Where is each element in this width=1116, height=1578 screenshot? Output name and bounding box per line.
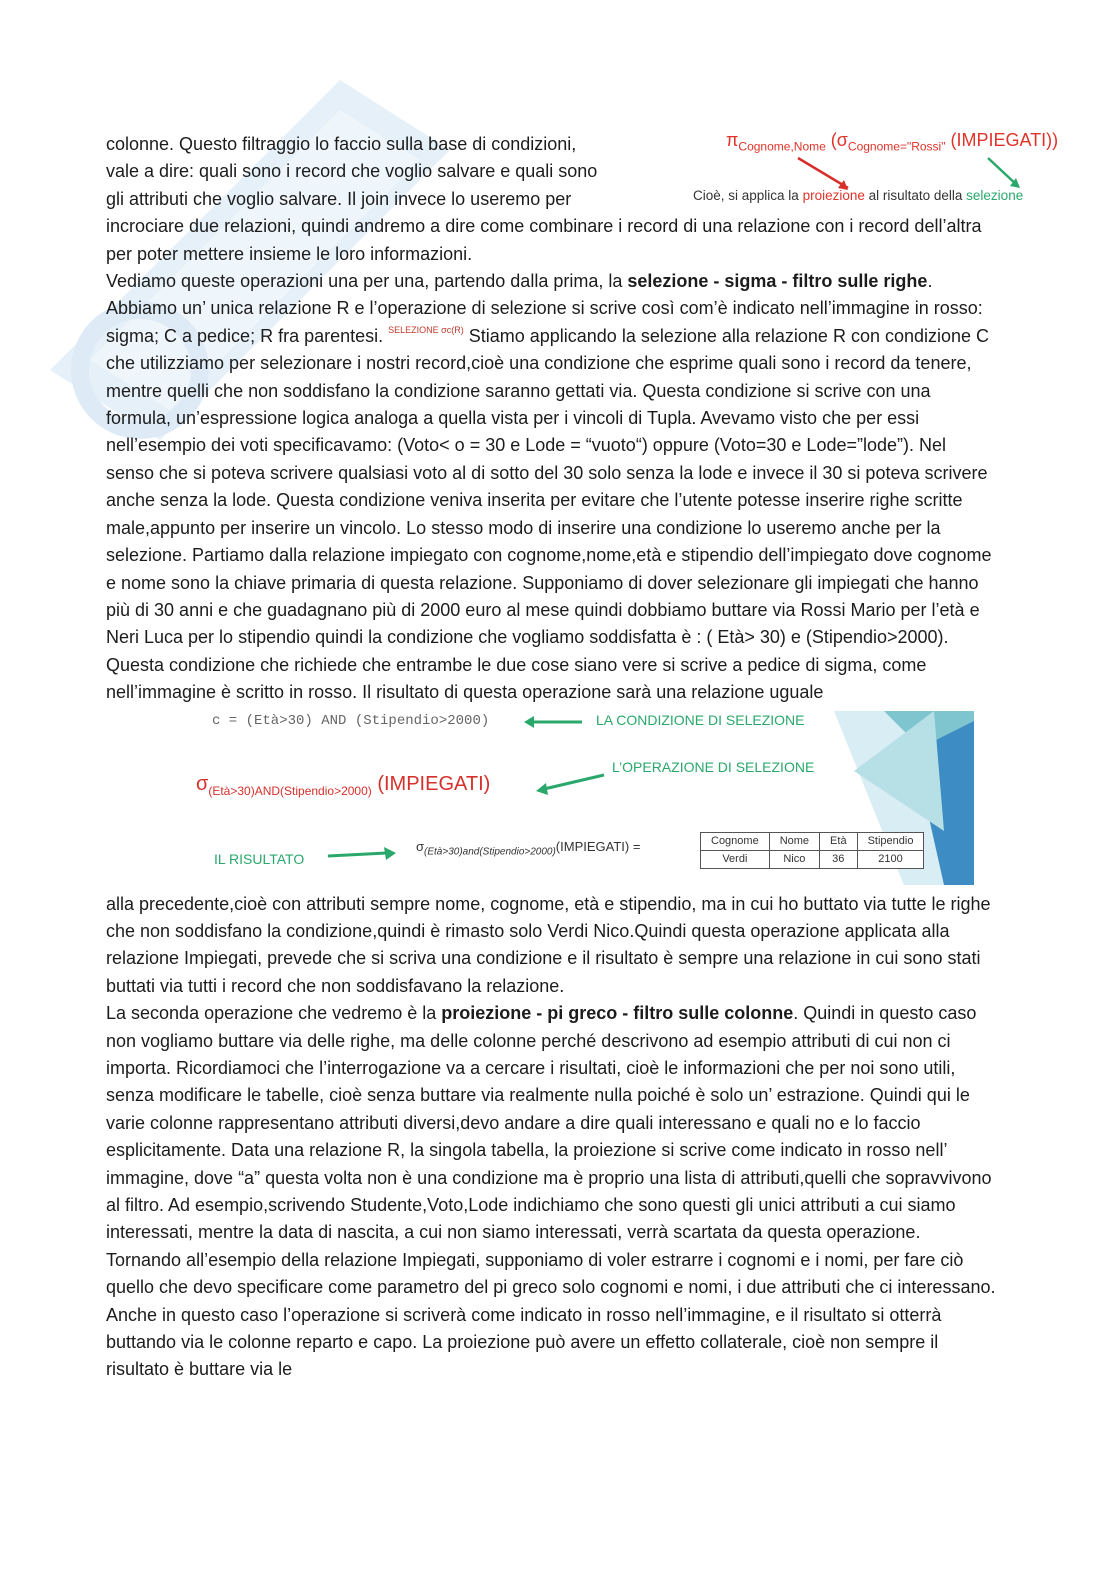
table-header-cell: Età xyxy=(820,832,858,850)
projection-formula: $\pi_{Cognome,Nome}$ ($\sigma_{Cognome="Rossi"}$ (IMPIEGATI)) xyxy=(726,130,1059,154)
table-header-cell: Nome xyxy=(769,832,819,850)
arrow-right-icon xyxy=(326,847,396,863)
paragraph-intro: colonne. Questo filtraggio lo faccio sulla base di condizioni, vale a dire: quali sono i record che voglio salvare e quali sono gli attributi che voglio salvare. Il join invece lo useremo per incrociare due relazioni, quindi andremo a dire come combinare i record di una relazione con i record dell’altra per poter mettere insieme le loro informazioni. xyxy=(106,134,982,264)
table-cell: Nico xyxy=(769,850,819,868)
condition-caption: LA CONDIZIONE DI SELEZIONE xyxy=(596,711,805,728)
table-row xyxy=(701,850,924,868)
table-cell: 36 xyxy=(820,850,858,868)
condition-label: c = (Età>30) AND (Stipendio>2000) xyxy=(212,712,490,729)
selection-inline-figure: SELEZIONE σc(R) xyxy=(388,324,464,335)
table-header-cell: Stipendio xyxy=(857,832,924,850)
document-body xyxy=(106,131,998,1384)
table-header-cell: Cognome xyxy=(701,832,770,850)
result-label: IL RISULTATO xyxy=(214,850,305,867)
paragraph-condition: Questa condizione che richiede che entrambe le due cose siano vere si scrive a pedice di sigma, come nell’immagine è scritto in rosso. Il risultato di questa operazione sarà una relazione uguale xyxy=(106,654,927,703)
paragraph-projection: La seconda operazione che vedremo è la proiezione - pi greco - filtro sulle colonne. Quindi in questo caso non vogliamo buttare via delle righe, ma delle colonne perché descrivono ad esempio attributi di cui non ci importa. Ricordiamoci che l’interrogazione va a cercare i risultati, cioè le informazioni che per noi sono utili, senza modificare le tabelle, cioè senza buttare via realmente nulla poiché è solo un’ estrazione. Quindi qui le varie colonne rappresentano attributi diversi,devo andare a dire quali interessano e quali no e lo faccio esplicitamente. Data una relazione R, la singola tabella, la proiezione si scrive come indicato in rosso nell’ immagine, dove “a” questa volta non è una condizione ma è proprio una lista di attributi,quelli che sopravvivono al filtro. Ad esempio,scrivendo Studente,Voto,Lode indichiamo che sono questi gli unici attributi a cui siamo interessati, mentre la data di nascita, a cui non siamo interessati, verrà scartata da questa operazione. Tornando all’esempio della relazione Impiegati, supponiamo di voler estrarre i cognomi e i nomi, per fare ciò quello che devo specificare come parametro del pi greco solo cognomi e nomi, i due attributi che ci interessano. Anche in questo caso l’operazione si scriverà come indicato in rosso nell’immagine, e il risultato si otterrà buttando via le colonne reparto e capo. La proiezione può avere un effetto collaterale, cioè non sempre il risultato è buttare via le xyxy=(106,1003,996,1380)
table-header-row xyxy=(701,832,924,850)
figure-caption: Cioè, si applica la proiezione al risultato della selezione xyxy=(693,188,1024,203)
table-cell: 2100 xyxy=(857,850,924,868)
selection-example-figure xyxy=(184,711,974,885)
paragraph-result: alla precedente,cioè con attributi sempre nome, cognome, età e stipendio, ma in cui ho buttato via tutte le righe che non soddisfano la condizione,quindi è rimasto solo Verdi Nico.Quindi questa operazione applicata alla relazione Impiegati, prevede che si scriva una condizione e il risultato è sempre una relazione in cui sono stati buttati via tutti i record che non soddisfavano la relazione. xyxy=(106,893,991,996)
table-cell: Verdi xyxy=(701,850,770,868)
selection-operation-formula: $\sigma_{(Età>30)AND(Stipendio>2000)}$ (IMPIEGATI) xyxy=(196,772,491,798)
arrow-left-icon xyxy=(524,715,584,729)
result-formula: $\sigma_{(Età>30)and(Stipendio>2000)}(IMPIEGATI)$ = xyxy=(416,838,641,858)
paragraph-selection: Vediamo queste operazioni una per una, partendo dalla prima, la selezione - sigma - filtro sulle righe. Abbiamo un’ unica relazione R e l’operazione di selezione si scrive così com’è indicato nell’immagine in rosso: sigma; C a pedice; R fra parentesi. SELEZIONE σc(R) Stiamo applicando la selezione alla relazione R con condizione C che utilizziamo per selezionare i nostri record,cioè una condizione che esprime quali sono i record da tenere, mentre quelli che non soddisfano la condizione saranno gettati via. Questa condizione si scrive con una formula, un’espressione logica analoga a quella vista per i vincoli di Tupla. Avevamo visto che per essi nell’esempio dei voti specificavamo: (Voto< o = 30 e Lode = “vuoto“) oppure (Voto=30 e Lode=”lode”). Nel senso che si poteva scrivere qualsiasi voto al di sotto del 30 solo senza la lode e invece il 30 si poteva scrivere anche senza la lode. Questa condizione veniva inserita per evitare che l’utente potesse inserire righe scritte male,appunto per inserire un vincolo. Lo stesso modo di inserire una condizione lo useremo anche per la selezione. Partiamo dalla relazione impiegato con cognome,nome,età e stipendio dell’impiegato dove cognome e nome sono la chiave primaria di questa relazione. Supponiamo di dover selezionare gli impiegati che hanno più di 30 anni e che guadagnano più di 2000 euro al mese quindi dobbiamo buttare via Rossi Mario per l’età e Neri Luca per lo stipendio quindi la condizione che vogliamo soddisfatta è : ( Età> 30) e (Stipendio>2000). xyxy=(106,271,992,648)
operation-caption: L’OPERAZIONE DI SELEZIONE xyxy=(612,758,815,775)
arrow-left-icon xyxy=(536,771,606,797)
result-table xyxy=(700,832,924,869)
